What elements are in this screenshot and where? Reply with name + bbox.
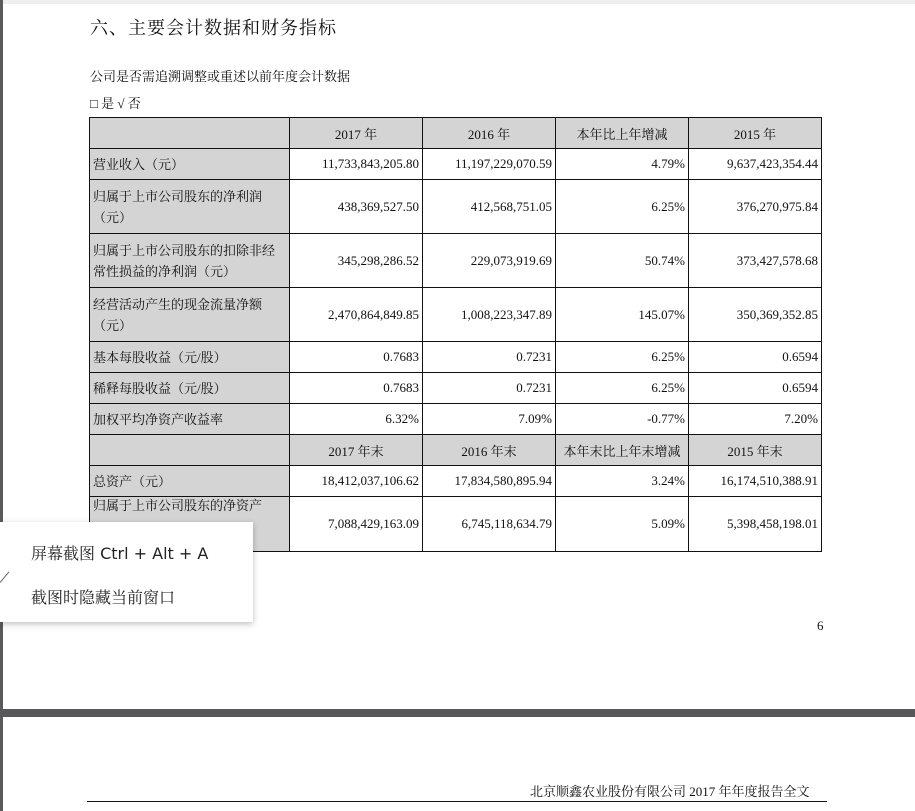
value-cell: 0.6594 (689, 342, 822, 373)
value-cell: 0.6594 (689, 373, 822, 404)
value-cell: 2015 年 (689, 118, 822, 149)
value-cell: 412,568,751.05 (423, 180, 556, 234)
value-cell: 0.7231 (423, 342, 556, 373)
check-icon (0, 571, 9, 582)
value-cell: 11,197,229,070.59 (423, 149, 556, 180)
menu-item-screenshot[interactable]: 屏幕截图 Ctrl + Alt + A (31, 544, 209, 563)
value-cell: 本年比上年增减 (556, 118, 689, 149)
table-header-row (90, 435, 822, 466)
value-cell: 2,470,864,849.85 (290, 288, 423, 342)
table-row (90, 180, 822, 234)
row-label-cell: 稀释每股收益（元/股） (90, 373, 290, 404)
section-heading: 六、主要会计数据和财务指标 (90, 18, 337, 39)
value-cell: 2016 年末 (423, 435, 556, 466)
value-cell: 3.24% (556, 466, 689, 497)
value-cell: 350,369,352.85 (689, 288, 822, 342)
table-row (90, 404, 822, 435)
value-cell: 2017 年末 (290, 435, 423, 466)
top-edge (0, 0, 915, 4)
row-label-cell (90, 118, 290, 149)
value-cell: 6.25% (556, 180, 689, 234)
value-cell: 11,733,843,205.80 (290, 149, 423, 180)
value-cell: 50.74% (556, 234, 689, 288)
value-cell: 6,745,118,634.79 (423, 497, 556, 552)
table-row (90, 342, 822, 373)
value-cell: 7,088,429,163.09 (290, 497, 423, 552)
value-cell: 16,174,510,388.91 (689, 466, 822, 497)
value-cell: 7.20% (689, 404, 822, 435)
value-cell: 5,398,458,198.01 (689, 497, 822, 552)
value-cell: 2015 年末 (689, 435, 822, 466)
row-label-cell: 归属于上市公司股东的扣除非经常性损益的净利润（元） (90, 234, 290, 288)
value-cell: 0.7231 (423, 373, 556, 404)
value-cell: 0.7683 (290, 342, 423, 373)
value-cell: 6.32% (290, 404, 423, 435)
value-cell: 9,637,423,354.44 (689, 149, 822, 180)
row-label-cell: 营业收入（元） (90, 149, 290, 180)
value-cell: 2017 年 (290, 118, 423, 149)
page-number: 6 (817, 618, 824, 633)
table-row (90, 373, 822, 404)
row-label-cell (90, 435, 290, 466)
table-header-row (90, 118, 822, 149)
value-cell: 145.07% (556, 288, 689, 342)
value-cell: 0.7683 (290, 373, 423, 404)
viewer-left-border (0, 0, 3, 811)
menu-item-hide-window[interactable]: 截图时隐藏当前窗口 (31, 588, 176, 607)
value-cell: 373,427,578.68 (689, 234, 822, 288)
value-cell: -0.77% (556, 404, 689, 435)
row-label-cell: 经营活动产生的现金流量净额（元） (90, 288, 290, 342)
value-cell: 376,270,975.84 (689, 180, 822, 234)
value-cell: 345,298,286.52 (290, 234, 423, 288)
value-cell: 4.79% (556, 149, 689, 180)
value-cell: 229,073,919.69 (423, 234, 556, 288)
restatement-question: 公司是否需追溯调整或重述以前年度会计数据 (90, 69, 351, 84)
value-cell: 438,369,527.50 (290, 180, 423, 234)
value-cell: 7.09% (423, 404, 556, 435)
value-cell: 2016 年 (423, 118, 556, 149)
row-label-cell: 加权平均净资产收益率 (90, 404, 290, 435)
table-row (90, 288, 822, 342)
row-label-cell: 基本每股收益（元/股） (90, 342, 290, 373)
table-row (90, 466, 822, 497)
screenshot-context-menu (0, 522, 253, 622)
value-cell: 17,834,580,895.94 (423, 466, 556, 497)
footer-rule (87, 801, 827, 802)
restatement-options: □ 是 √ 否 (90, 96, 141, 111)
value-cell: 18,412,037,106.62 (290, 466, 423, 497)
page-footer: 北京顺鑫农业股份有限公司 2017 年年度报告全文 (530, 784, 810, 799)
table-row (90, 234, 822, 288)
row-label-cell: 总资产（元） (90, 466, 290, 497)
value-cell: 6.25% (556, 373, 689, 404)
page-separator (0, 709, 915, 717)
financial-data-table (89, 117, 822, 552)
value-cell: 6.25% (556, 342, 689, 373)
table-row (90, 149, 822, 180)
value-cell: 1,008,223,347.89 (423, 288, 556, 342)
value-cell: 本年末比上年末增减 (556, 435, 689, 466)
value-cell: 5.09% (556, 497, 689, 552)
row-label-cell: 归属于上市公司股东的净资产 (90, 497, 290, 552)
row-label-cell: 归属于上市公司股东的净利润（元） (90, 180, 290, 234)
